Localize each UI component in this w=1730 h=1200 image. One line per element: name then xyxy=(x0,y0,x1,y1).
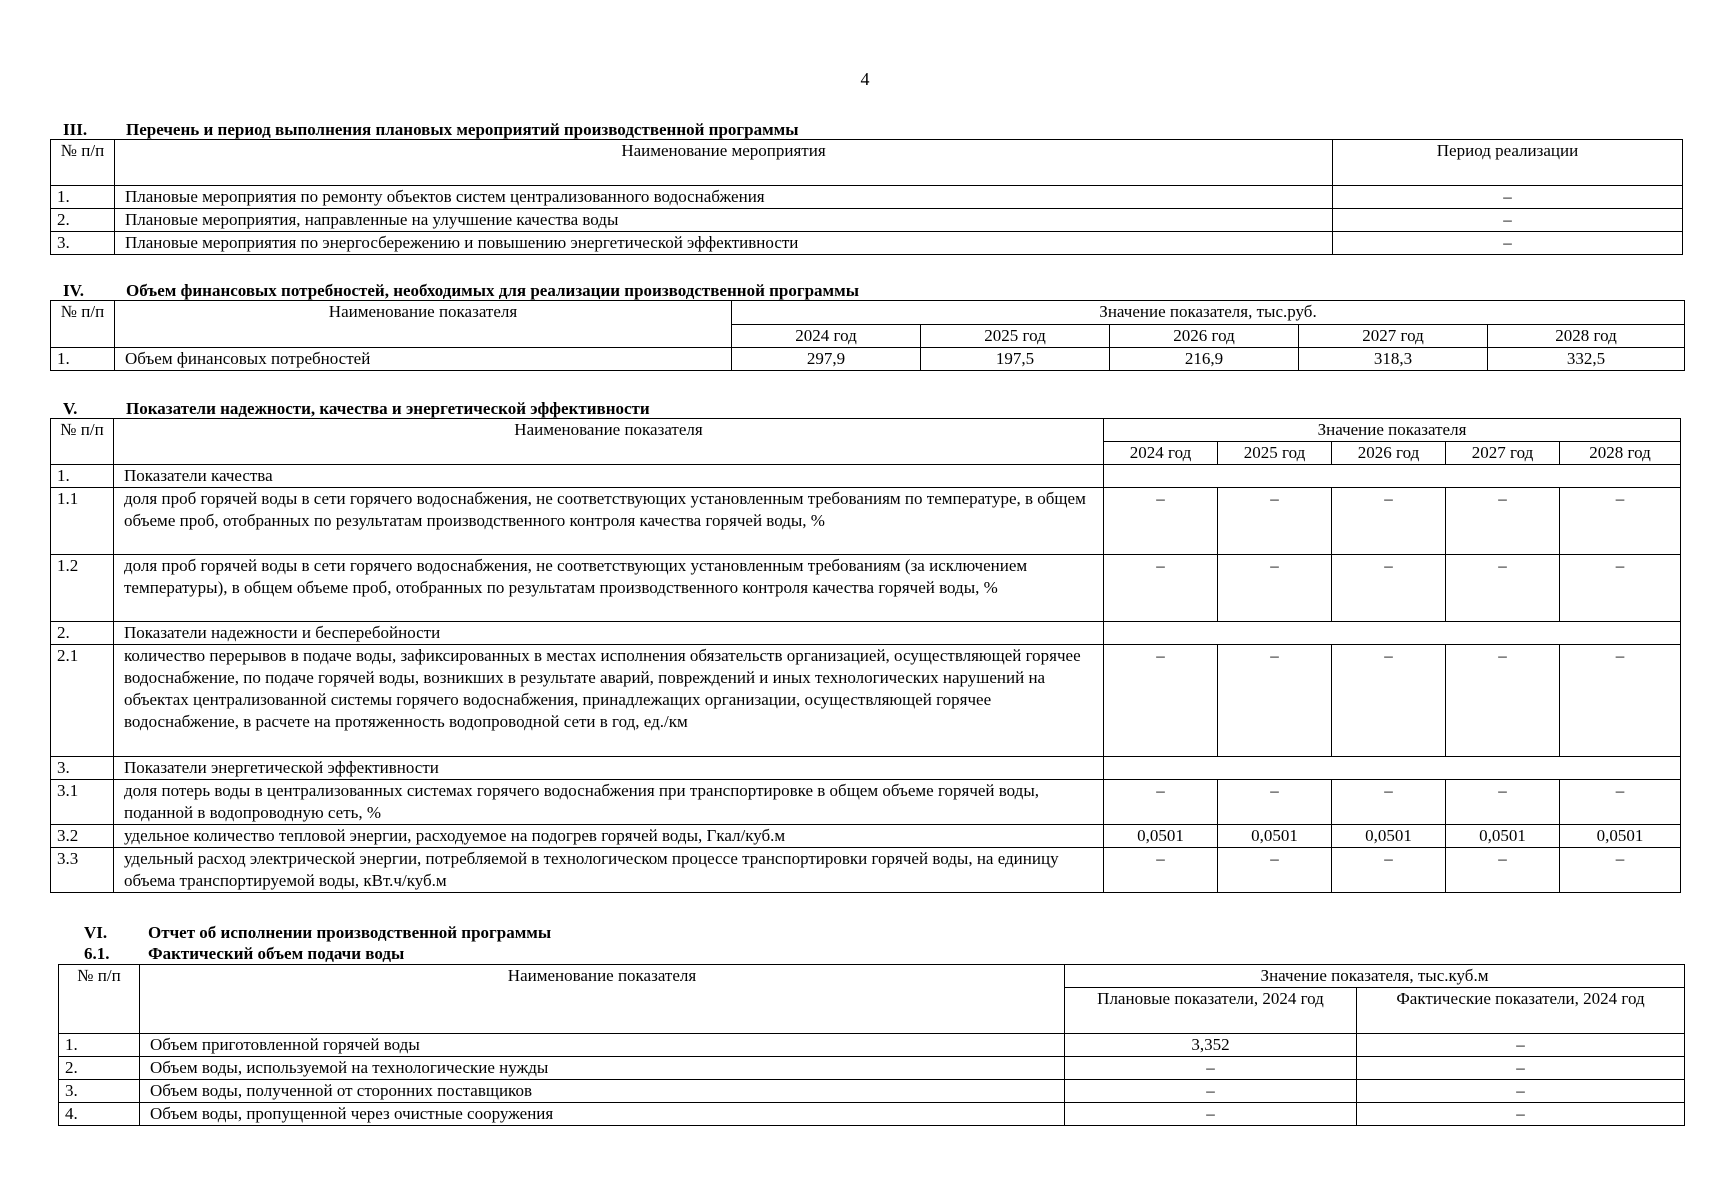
table-header-row xyxy=(51,419,1681,442)
header-value: Значение показателя, тыс.куб.м xyxy=(1065,965,1685,988)
row-value: – xyxy=(1560,848,1681,893)
row-period: – xyxy=(1333,209,1683,232)
row-name: Плановые мероприятия по ремонту объектов систем централизованного водоснабжения xyxy=(115,186,1333,209)
row-value: – xyxy=(1218,645,1332,757)
row-value: 0,0501 xyxy=(1446,825,1560,848)
row-value: – xyxy=(1446,780,1560,825)
row-value: – xyxy=(1446,645,1560,757)
row-number: 3.1 xyxy=(51,780,114,825)
row-number: 1. xyxy=(51,186,115,209)
row-value: – xyxy=(1104,555,1218,622)
row-value: – xyxy=(1332,555,1446,622)
header-name: Наименование показателя xyxy=(114,419,1104,465)
row-plan-value: 3,352 xyxy=(1065,1034,1357,1057)
header-name: Наименование мероприятия xyxy=(115,140,1333,186)
row-value: – xyxy=(1104,645,1218,757)
row-value: – xyxy=(1560,645,1681,757)
row-plan-value: – xyxy=(1065,1080,1357,1103)
row-value: – xyxy=(1446,848,1560,893)
header-name: Наименование показателя xyxy=(140,965,1065,1034)
row-name: удельный расход электрической энергии, потребляемой в технологическом процессе транспортировки горячей воды, на единицу объема транспортируемой воды, кВт.ч/куб.м xyxy=(114,848,1104,893)
section-3-number: III. xyxy=(63,120,88,139)
row-value: – xyxy=(1560,555,1681,622)
row-name: количество перерывов в подаче воды, зафиксированных в местах исполнения обязательств организацией, осуществляющей горячее водоснабжение, по подаче горячей воды, возникших в результате аварий, повреждений и иных технологических нарушений на объектах централизованной системы горячего водоснабжения, принадлежащих организации, осуществляющей горячее водоснабжение, в расчете на протяженность водопроводной сети в год, ед./км xyxy=(114,645,1104,757)
row-name: Объем финансовых потребностей xyxy=(115,348,732,371)
row-number: 1. xyxy=(59,1034,140,1057)
header-year: 2026 год xyxy=(1110,325,1299,348)
row-number: 1.1 xyxy=(51,488,114,555)
table-row xyxy=(51,757,1681,780)
header-period: Период реализации xyxy=(1333,140,1683,186)
row-plan-value: – xyxy=(1065,1057,1357,1080)
row-name: доля проб горячей воды в сети горячего водоснабжения, не соответствующих установленным требованиям по температуре, в общем объеме проб, отобранных по результатам производственного контроля качества горячей воды, % xyxy=(114,488,1104,555)
table-row xyxy=(51,645,1681,757)
row-value: 216,9 xyxy=(1110,348,1299,371)
section-5-number: V. xyxy=(63,399,78,418)
row-value: 297,9 xyxy=(732,348,921,371)
row-value: – xyxy=(1104,848,1218,893)
table-row xyxy=(59,1103,1685,1126)
row-fact-value: – xyxy=(1357,1103,1685,1126)
row-number: 3.2 xyxy=(51,825,114,848)
row-value: – xyxy=(1104,780,1218,825)
page-number: 4 xyxy=(860,69,870,89)
row-value: – xyxy=(1104,488,1218,555)
header-year: 2028 год xyxy=(1488,325,1685,348)
header-year: 2025 год xyxy=(1218,442,1332,465)
row-plan-value: – xyxy=(1065,1103,1357,1126)
header-plan: Плановые показатели, 2024 год xyxy=(1065,988,1357,1034)
row-value: – xyxy=(1332,645,1446,757)
section-6-1-heading xyxy=(84,944,404,963)
group-title: Показатели надежности и бесперебойности xyxy=(114,622,1104,645)
table-row xyxy=(51,488,1681,555)
row-number: 3. xyxy=(51,232,115,255)
table-row xyxy=(51,186,1683,209)
row-number: 2. xyxy=(51,209,115,232)
row-name: Объем приготовленной горячей воды xyxy=(140,1034,1065,1057)
row-name: доля проб горячей воды в сети горячего водоснабжения, не соответствующих установленным требованиям (за исключением температуры), в общем объеме проб, отобранных по результатам производственного контроля качества горячей воды, % xyxy=(114,555,1104,622)
row-number: 1.2 xyxy=(51,555,114,622)
table-header-row xyxy=(51,140,1683,186)
header-number: № п/п xyxy=(51,140,115,186)
row-number: 3. xyxy=(59,1080,140,1103)
row-fact-value: – xyxy=(1357,1080,1685,1103)
table-row xyxy=(59,1080,1685,1103)
row-number: 2. xyxy=(59,1057,140,1080)
header-number: № п/п xyxy=(51,301,115,348)
section-4-table xyxy=(50,300,1685,371)
header-year: 2024 год xyxy=(732,325,921,348)
row-name: Объем воды, пропущенной через очистные сооружения xyxy=(140,1103,1065,1126)
header-year: 2028 год xyxy=(1560,442,1681,465)
row-value: 0,0501 xyxy=(1104,825,1218,848)
section-6-1-number: 6.1. xyxy=(84,944,110,963)
group-number: 1. xyxy=(51,465,114,488)
table-row xyxy=(51,622,1681,645)
row-value: – xyxy=(1332,780,1446,825)
row-name: удельное количество тепловой энергии, расходуемое на подогрев горячей воды, Гкал/куб.м xyxy=(114,825,1104,848)
table-row xyxy=(51,209,1683,232)
row-fact-value: – xyxy=(1357,1034,1685,1057)
section-6-heading xyxy=(84,923,551,942)
header-year: 2027 год xyxy=(1446,442,1560,465)
table-header-row xyxy=(59,965,1685,988)
row-number: 4. xyxy=(59,1103,140,1126)
row-name: Объем воды, полученной от сторонних поставщиков xyxy=(140,1080,1065,1103)
table-row xyxy=(51,232,1683,255)
row-value: 197,5 xyxy=(921,348,1110,371)
row-value: – xyxy=(1446,555,1560,622)
row-value: – xyxy=(1560,488,1681,555)
row-value: 332,5 xyxy=(1488,348,1685,371)
group-number: 3. xyxy=(51,757,114,780)
section-3-table xyxy=(50,139,1683,255)
header-number: № п/п xyxy=(51,419,114,465)
table-row xyxy=(51,848,1681,893)
row-name: доля потерь воды в централизованных системах горячего водоснабжения при транспортировке в общем объеме горячей воды, поданной в водопроводную сеть, % xyxy=(114,780,1104,825)
row-period: – xyxy=(1333,232,1683,255)
section-5-heading xyxy=(63,399,650,418)
header-name: Наименование показателя xyxy=(115,301,732,348)
row-value: 0,0501 xyxy=(1560,825,1681,848)
group-empty-cell xyxy=(1104,622,1681,645)
header-year: 2025 год xyxy=(921,325,1110,348)
table-row xyxy=(51,780,1681,825)
group-empty-cell xyxy=(1104,757,1681,780)
table-row xyxy=(51,465,1681,488)
group-title: Показатели качества xyxy=(114,465,1104,488)
table-row xyxy=(51,348,1685,371)
section-5-title: Показатели надежности, качества и энергетической эффективности xyxy=(126,399,650,418)
row-value: 0,0501 xyxy=(1218,825,1332,848)
header-number: № п/п xyxy=(59,965,140,1034)
row-value: – xyxy=(1218,488,1332,555)
row-number: 1. xyxy=(51,348,115,371)
row-name: Объем воды, используемой на технологические нужды xyxy=(140,1057,1065,1080)
header-year: 2027 год xyxy=(1299,325,1488,348)
row-value: – xyxy=(1332,848,1446,893)
row-value: – xyxy=(1218,780,1332,825)
table-header-row xyxy=(51,301,1685,325)
header-fact: Фактические показатели, 2024 год xyxy=(1357,988,1685,1034)
row-number: 2.1 xyxy=(51,645,114,757)
table-row xyxy=(51,825,1681,848)
row-value: – xyxy=(1332,488,1446,555)
row-period: – xyxy=(1333,186,1683,209)
row-name: Плановые мероприятия, направленные на улучшение качества воды xyxy=(115,209,1333,232)
header-year: 2024 год xyxy=(1104,442,1218,465)
row-fact-value: – xyxy=(1357,1057,1685,1080)
section-6-number: VI. xyxy=(84,923,108,942)
table-row xyxy=(51,555,1681,622)
row-name: Плановые мероприятия по энергосбережению и повышению энергетической эффективности xyxy=(115,232,1333,255)
header-value: Значение показателя xyxy=(1104,419,1681,442)
row-value: – xyxy=(1446,488,1560,555)
row-value: 0,0501 xyxy=(1332,825,1446,848)
row-value: – xyxy=(1560,780,1681,825)
group-number: 2. xyxy=(51,622,114,645)
row-value: – xyxy=(1218,555,1332,622)
section-6-table xyxy=(58,964,1685,1126)
section-6-title: Отчет об исполнении производственной программы xyxy=(148,923,552,942)
section-3-title: Перечень и период выполнения плановых мероприятий производственной программы xyxy=(126,120,799,139)
section-4-number: IV. xyxy=(63,281,84,300)
row-value: 318,3 xyxy=(1299,348,1488,371)
table-row xyxy=(59,1034,1685,1057)
header-year: 2026 год xyxy=(1332,442,1446,465)
section-5-table xyxy=(50,418,1681,893)
group-title: Показатели энергетической эффективности xyxy=(114,757,1104,780)
table-row xyxy=(59,1057,1685,1080)
section-4-title: Объем финансовых потребностей, необходимых для реализации производственной программы xyxy=(126,281,859,300)
row-number: 3.3 xyxy=(51,848,114,893)
group-empty-cell xyxy=(1104,465,1681,488)
section-3-heading xyxy=(63,120,799,139)
section-4-heading xyxy=(63,281,859,300)
row-value: – xyxy=(1218,848,1332,893)
header-value: Значение показателя, тыс.руб. xyxy=(732,301,1685,325)
section-6-1-title: Фактический объем подачи воды xyxy=(148,944,405,963)
